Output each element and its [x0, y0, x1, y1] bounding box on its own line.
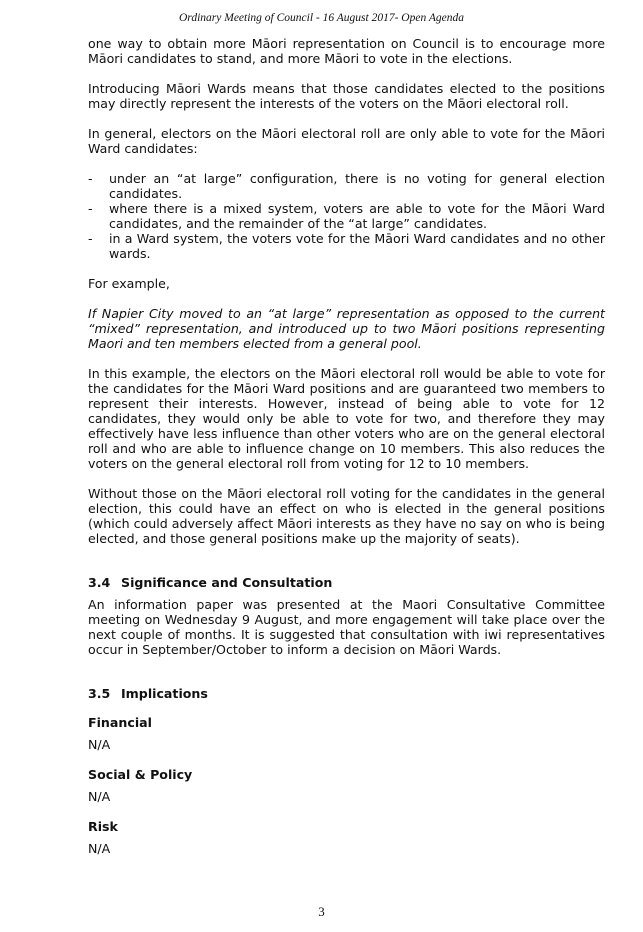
list-item-text: under an “at large” configuration, there is no voting for general election candidates. — [109, 171, 605, 201]
list-item — [88, 201, 605, 231]
value-risk: N/A — [88, 841, 111, 856]
paragraph-example-analysis: In this example, the electors on the Māori electoral roll would be able to vote for the candidates for the Māori Ward positions and are guaranteed two members to represent their interests. However, instead of being able to vote for 12 candidates, they would only be able to vote for two, and therefore they may effectively have less influence than other voters who are on the general electoral roll and who are able to influence change on 10 members. This also reduces the voters on the general electoral roll from voting for 12 to 10 members. — [88, 366, 605, 471]
page-number: 3 — [318, 904, 325, 919]
subheading-financial: Financial — [88, 715, 152, 730]
list-item-text: where there is a mixed system, voters are able to vote for the Māori Ward candidates, and the remainder of the “at large” candidates. — [109, 201, 605, 231]
list-item-text: in a Ward system, the voters vote for the Māori Ward candidates and no other wards. — [109, 231, 605, 261]
section-title: Implications — [121, 686, 208, 701]
subheading-social-policy: Social & Policy — [88, 767, 193, 782]
bullet-dash: - — [88, 201, 93, 216]
paragraph-maori-wards: Introducing Māori Wards means that those candidates elected to the positions may directly represent the interests of the voters on the Māori electoral roll. — [88, 81, 605, 111]
page-header: Ordinary Meeting of Council - 16 August 2017- Open Agenda — [178, 12, 465, 24]
subheading-risk: Risk — [88, 819, 118, 834]
bullet-dash: - — [88, 231, 93, 246]
paragraph-electors: In general, electors on the Māori electoral roll are only able to vote for the Māori Ward candidates: — [88, 126, 605, 156]
document-body — [88, 36, 605, 856]
paragraph-representation: one way to obtain more Māori representation on Council is to encourage more Māori candidates to stand, and more Māori to vote in the elections. — [88, 36, 605, 66]
paragraph-consultation: An information paper was presented at the Maori Consultative Committee meeting on Wednesday 9 August, and more engagement will take place over the next couple of months. It is suggested that consultation with iwi representatives occur in September/October to inform a decision on Māori Wards. — [88, 597, 605, 657]
bullet-list — [88, 171, 605, 261]
paragraph-example-quote: If Napier City moved to an “at large” representation as opposed to the current “mixed” representation, and introduced up to two Māori positions representing Maori and ten members elected from a general pool. — [88, 306, 605, 351]
paragraph-general-election: Without those on the Māori electoral roll voting for the candidates in the general election, this could have an effect on who is elected in the general positions (which could adversely affect Māori interests as they have no say on who is being elected, and those general positions make up the majority of seats). — [88, 486, 605, 546]
section-title: Significance and Consultation — [121, 575, 333, 590]
section-heading-significance — [88, 575, 605, 590]
section-heading-implications — [88, 686, 605, 701]
bullet-dash: - — [88, 171, 93, 186]
value-social-policy: N/A — [88, 789, 111, 804]
section-number: 3.5 — [88, 686, 111, 701]
list-item — [88, 171, 605, 201]
value-financial: N/A — [88, 737, 111, 752]
paragraph-for-example: For example, — [88, 276, 170, 291]
list-item — [88, 231, 605, 261]
section-number: 3.4 — [88, 575, 111, 590]
